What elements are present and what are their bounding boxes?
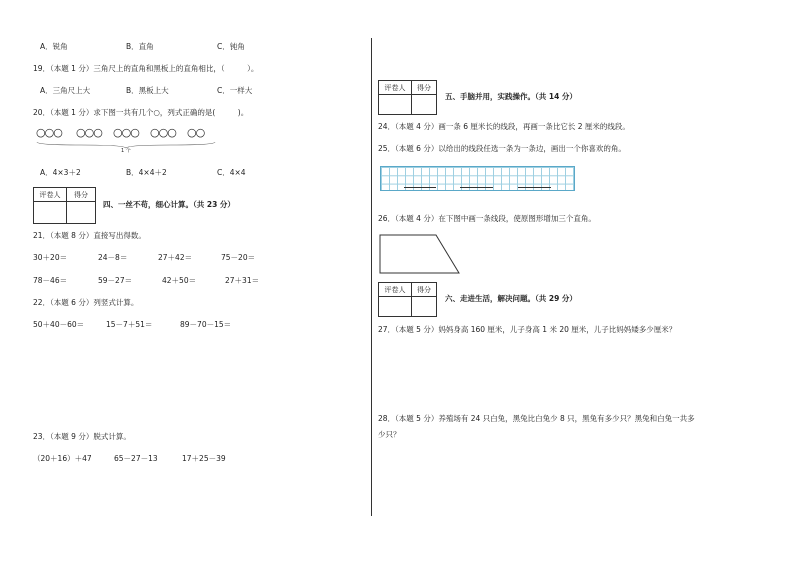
given-segment-3 bbox=[518, 187, 551, 188]
q20-option-b: B．4×4＋2 bbox=[126, 168, 167, 177]
score-table-section4 bbox=[33, 187, 96, 224]
section4-title: 四、一丝不苟，细心计算。（共 23 分） bbox=[103, 200, 235, 209]
q19-option-c: C．一样大 bbox=[217, 86, 253, 95]
q19-option-b: B．黑板上大 bbox=[126, 86, 169, 95]
q20-circle-group-4: ○○○ bbox=[150, 126, 176, 139]
reviewer-cell[interactable] bbox=[34, 202, 67, 224]
given-segment-1 bbox=[404, 187, 436, 188]
q24-text: 24．（本题 4 分）画一条 6 厘米长的线段，再画一条比它长 2 厘米的线段。 bbox=[378, 122, 630, 131]
q18-option-a: A．锐角 bbox=[40, 42, 68, 51]
q20-circle-group-3: ○○○ bbox=[113, 126, 139, 139]
score-label: 得分 bbox=[412, 283, 437, 297]
q21-item: 27＋31＝ bbox=[225, 276, 260, 285]
score-table-section6 bbox=[378, 282, 437, 317]
q22-text: 22．（本题 6 分）列竖式计算。 bbox=[33, 298, 139, 307]
given-segment-2 bbox=[460, 187, 493, 188]
score-cell[interactable] bbox=[412, 95, 437, 115]
score-label: 得分 bbox=[67, 188, 96, 202]
q23-text: 23．（本题 9 分）脱式计算。 bbox=[33, 432, 131, 441]
q26-text: 26．（本题 4 分）在下图中画一条线段，使原图形增加三个直角。 bbox=[378, 214, 596, 223]
column-divider bbox=[371, 38, 372, 516]
q28-text-line1: 28．（本题 5 分）养殖场有 24 只白兔，黑兔比白兔少 8 只，黑兔有多少只？黑兔和白兔一共多 bbox=[378, 414, 695, 423]
score-table-section5 bbox=[378, 80, 437, 115]
score-cell[interactable] bbox=[412, 297, 437, 317]
reviewer-cell[interactable] bbox=[379, 297, 412, 317]
q20-option-c: C．4×4 bbox=[217, 168, 246, 177]
reviewer-label: 评卷人 bbox=[379, 81, 412, 95]
q21-text: 21．（本题 8 分）直接写出得数。 bbox=[33, 231, 146, 240]
q21-item: 27＋42＝ bbox=[158, 253, 193, 262]
q27-text: 27．（本题 5 分）妈妈身高 160 厘米，儿子身高 1 米 20 厘米，儿子比妈妈矮多少厘米？ bbox=[378, 325, 677, 334]
q21-item: 24－8＝ bbox=[98, 253, 128, 262]
q21-item: 59－27＝ bbox=[98, 276, 133, 285]
q21-item: 78－46＝ bbox=[33, 276, 68, 285]
trapezoid-figure[interactable] bbox=[378, 233, 462, 275]
reviewer-label: 评卷人 bbox=[34, 188, 67, 202]
q18-option-c: C．钝角 bbox=[217, 42, 245, 51]
q22-item: 15－7＋51＝ bbox=[106, 320, 153, 329]
section5-title: 五、手脑并用，实践操作。（共 14 分） bbox=[445, 92, 577, 101]
q20-circle-group-1: ○○○ bbox=[36, 126, 62, 139]
reviewer-cell[interactable] bbox=[379, 95, 412, 115]
q23-item: 65－27－13 bbox=[114, 454, 158, 463]
q23-item: （20＋16）＋47 bbox=[33, 454, 92, 463]
score-label: 得分 bbox=[412, 81, 437, 95]
q21-item: 42＋50＝ bbox=[162, 276, 197, 285]
q22-item: 50＋40－60＝ bbox=[33, 320, 85, 329]
q23-item: 17＋25－39 bbox=[182, 454, 226, 463]
q25-text: 25．（本题 6 分）以给出的线段任选一条为一条边，画出一个你喜欢的角。 bbox=[378, 144, 626, 153]
section6-title: 六、走进生活，解决问题。（共 29 分） bbox=[445, 294, 577, 303]
q20-text: 20．（本题 1 分）求下图一共有几个○，列式正确的是( )。 bbox=[33, 108, 249, 117]
q21-item: 30＋20＝ bbox=[33, 253, 68, 262]
q20-option-a: A．4×3＋2 bbox=[40, 168, 81, 177]
q18-option-b: B．直角 bbox=[126, 42, 154, 51]
q22-item: 89－70－15＝ bbox=[180, 320, 232, 329]
q19-option-a: A．三角尺上大 bbox=[40, 86, 91, 95]
q20-circle-group-2: ○○○ bbox=[76, 126, 102, 139]
reviewer-label: 评卷人 bbox=[379, 283, 412, 297]
score-cell[interactable] bbox=[67, 202, 96, 224]
q28-text-line2: 少只？ bbox=[378, 430, 401, 439]
q20-brace-label: 1 个 bbox=[121, 148, 131, 154]
q19-text: 19．（本题 1 分）三角尺上的直角和黑板上的直角相比，（ ）。 bbox=[33, 64, 259, 73]
q21-item: 75－20＝ bbox=[221, 253, 256, 262]
q20-circle-group-5: ○○ bbox=[187, 126, 205, 139]
